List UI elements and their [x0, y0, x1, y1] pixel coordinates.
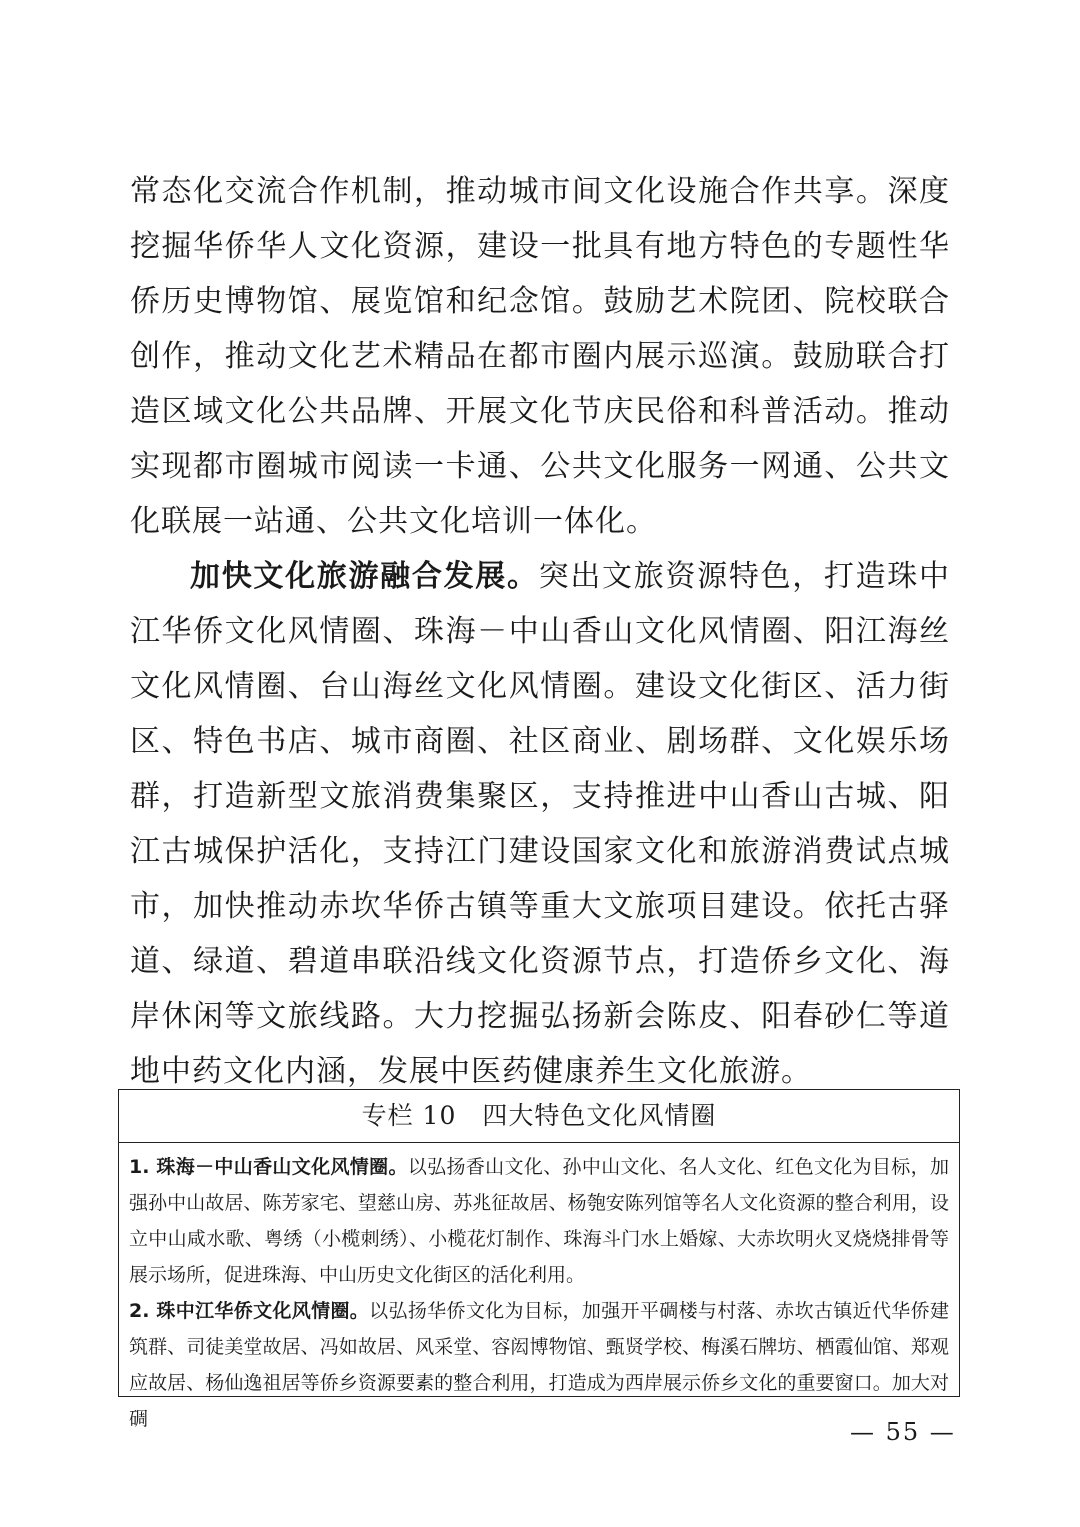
paragraph-2: [130, 549, 950, 1099]
box-item-1-text: 以弘扬香山文化、孙中山文化、名人文化、红色文化为目标，加强孙中山故居、陈芳家宅、望慈山房、苏兆征故居、杨匏安陈列馆等名人文化资源的整合利用，设立中山咸水歌、粤绣（小榄刺绣）、小榄花灯制作、珠海斗门水上婚嫁、大赤坎明火叉烧烧排骨等展示场所，促进珠海、中山历史文化街区的活化利用。: [129, 1156, 949, 1286]
box-item-1-heading: 1. 珠海－中山香山文化风情圈。: [129, 1156, 408, 1178]
paragraph-2-heading: 加快文化旅游融合发展。: [190, 559, 539, 594]
paragraph-2-text: 突出文旅资源特色，打造珠中江华侨文化风情圈、珠海－中山香山文化风情圈、阳江海丝文化风情圈、台山海丝文化风情圈。建设文化街区、活力街区、特色书店、城市商圈、社区商业、剧场群、文化娱乐场群，打造新型文旅消费集聚区，支持推进中山香山古城、阳江古城保护活化，支持江门建设国家文化和旅游消费试点城市，加快推动赤坎华侨古镇等重大文旅项目建设。依托古驿道、绿道、碧道串联沿线文化资源节点，打造侨乡文化、海岸休闲等文旅线路。大力挖掘弘扬新会陈皮、阳春砂仁等道地中药文化内涵，发展中医药健康养生文化旅游。: [130, 559, 951, 1089]
paragraph-1: 常态化交流合作机制，推动城市间文化设施合作共享。深度挖掘华侨华人文化资源，建设一批具有地方特色的专题性华侨历史博物馆、展览馆和纪念馆。鼓励艺术院团、院校联合创作，推动文化艺术精品在都市圈内展示巡演。鼓励联合打造区域文化公共品牌、开展文化节庆民俗和科普活动。推动实现都市圈城市阅读一卡通、公共文化服务一网通、公共文化联展一站通、公共文化培训一体化。: [130, 174, 950, 539]
box-item-2-text: 以弘扬华侨文化为目标，加强开平碉楼与村落、赤坎古镇近代华侨建筑群、司徒美堂故居、冯如故居、风采堂、容闳博物馆、甄贤学校、梅溪石牌坊、栖霞仙馆、郑观应故居、杨仙逸祖居等侨乡资源要素的整合利用，打造成为西岸展示侨乡文化的重要窗口。加大对碉: [129, 1300, 949, 1430]
box-item-2-heading: 2. 珠中江华侨文化风情圈。: [129, 1300, 370, 1322]
box-body: [119, 1143, 959, 1437]
main-text: [130, 164, 950, 1099]
special-column-box: [118, 1089, 960, 1430]
page-number: — 55 —: [850, 1418, 956, 1446]
box-item-2: [129, 1293, 949, 1437]
box-item-1: [129, 1149, 949, 1293]
box-title: 专栏 10 四大特色文化风情圈: [119, 1090, 959, 1143]
